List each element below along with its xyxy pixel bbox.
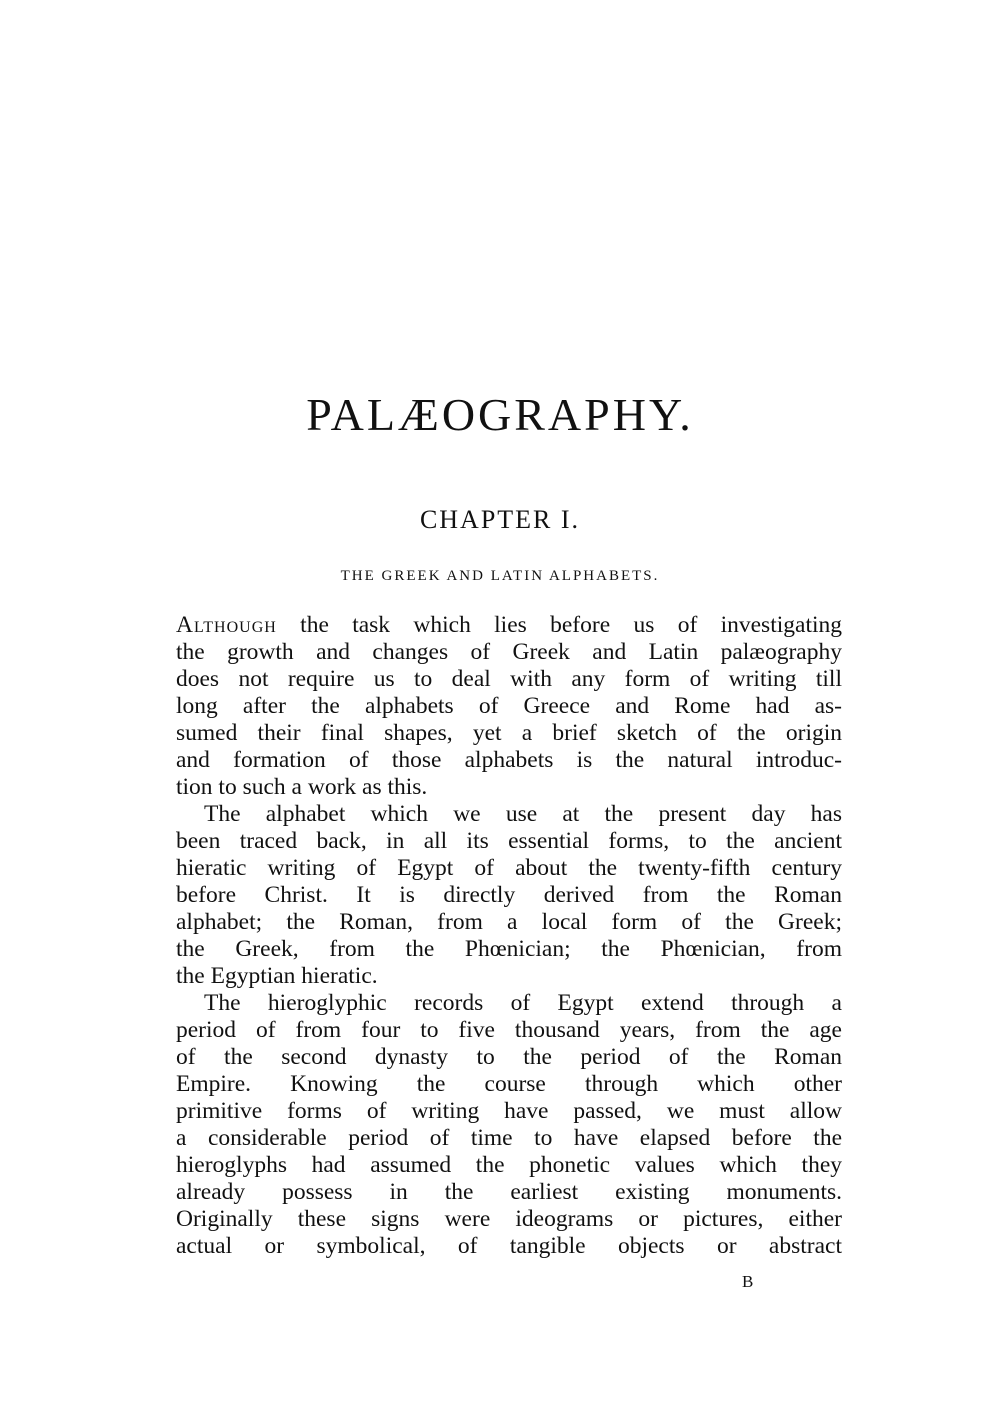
text-line: hieratic writing of Egypt of about the twenty-fifth century [176,855,842,881]
text-line: the Egyptian hieratic. [176,963,378,989]
text-line: hieroglyphs had assumed the phonetic values which they [176,1152,842,1178]
paragraph-1 [176,612,842,801]
body-text [176,612,842,1260]
signature-mark: B [742,1272,754,1291]
text-line: sumed their final shapes, yet a brief sketch of the origin [176,720,842,746]
text-line: Empire. Knowing the course through which other [176,1071,842,1097]
chapter-heading: CHAPTER I. [419,505,581,534]
text-line: a considerable period of time to have elapsed before the [176,1125,842,1151]
text-line: long after the alphabets of Greece and Rome had as- [176,693,842,719]
text-line: tion to such a work as this. [176,774,428,800]
text-line: period of from four to five thousand years, from the age [176,1017,842,1043]
text-line: alphabet; the Roman, from a local form of the Greek; [176,909,842,935]
text-line: The hieroglyphic records of Egypt extend through a [204,990,842,1016]
text-line: Originally these signs were ideograms or pictures, either [176,1206,842,1232]
paragraph-3 [176,990,842,1260]
text-line: primitive forms of writing have passed, we must allow [176,1098,842,1124]
text-line: already possess in the earliest existing monuments. [176,1179,842,1205]
text-line: of the second dynasty to the period of the Roman [176,1044,842,1070]
text-line: the Greek, from the Phœnician; the Phœnician, from [176,936,842,962]
text-line-rest: the task which lies before us of investigating [276,612,842,638]
text-line: actual or symbolical, of tangible objects or abstract [176,1233,842,1259]
text-line: been traced back, in all its essential forms, to the ancient [176,828,842,854]
text-line: does not require us to deal with any form of writing till [176,666,842,692]
text-line [176,612,842,639]
text-line: and formation of those alphabets is the natural introduc- [176,747,842,773]
chapter-subtitle: THE GREEK AND LATIN ALPHABETS. [340,568,660,584]
text-line: before Christ. It is directly derived from the Roman [176,882,842,908]
lead-word: Although [176,612,277,638]
paragraph-2 [176,801,842,990]
text-line: the growth and changes of Greek and Latin palæography [176,639,842,665]
text-line: The alphabet which we use at the present day has [204,801,842,827]
book-title: PALÆOGRAPHY. [306,389,694,440]
